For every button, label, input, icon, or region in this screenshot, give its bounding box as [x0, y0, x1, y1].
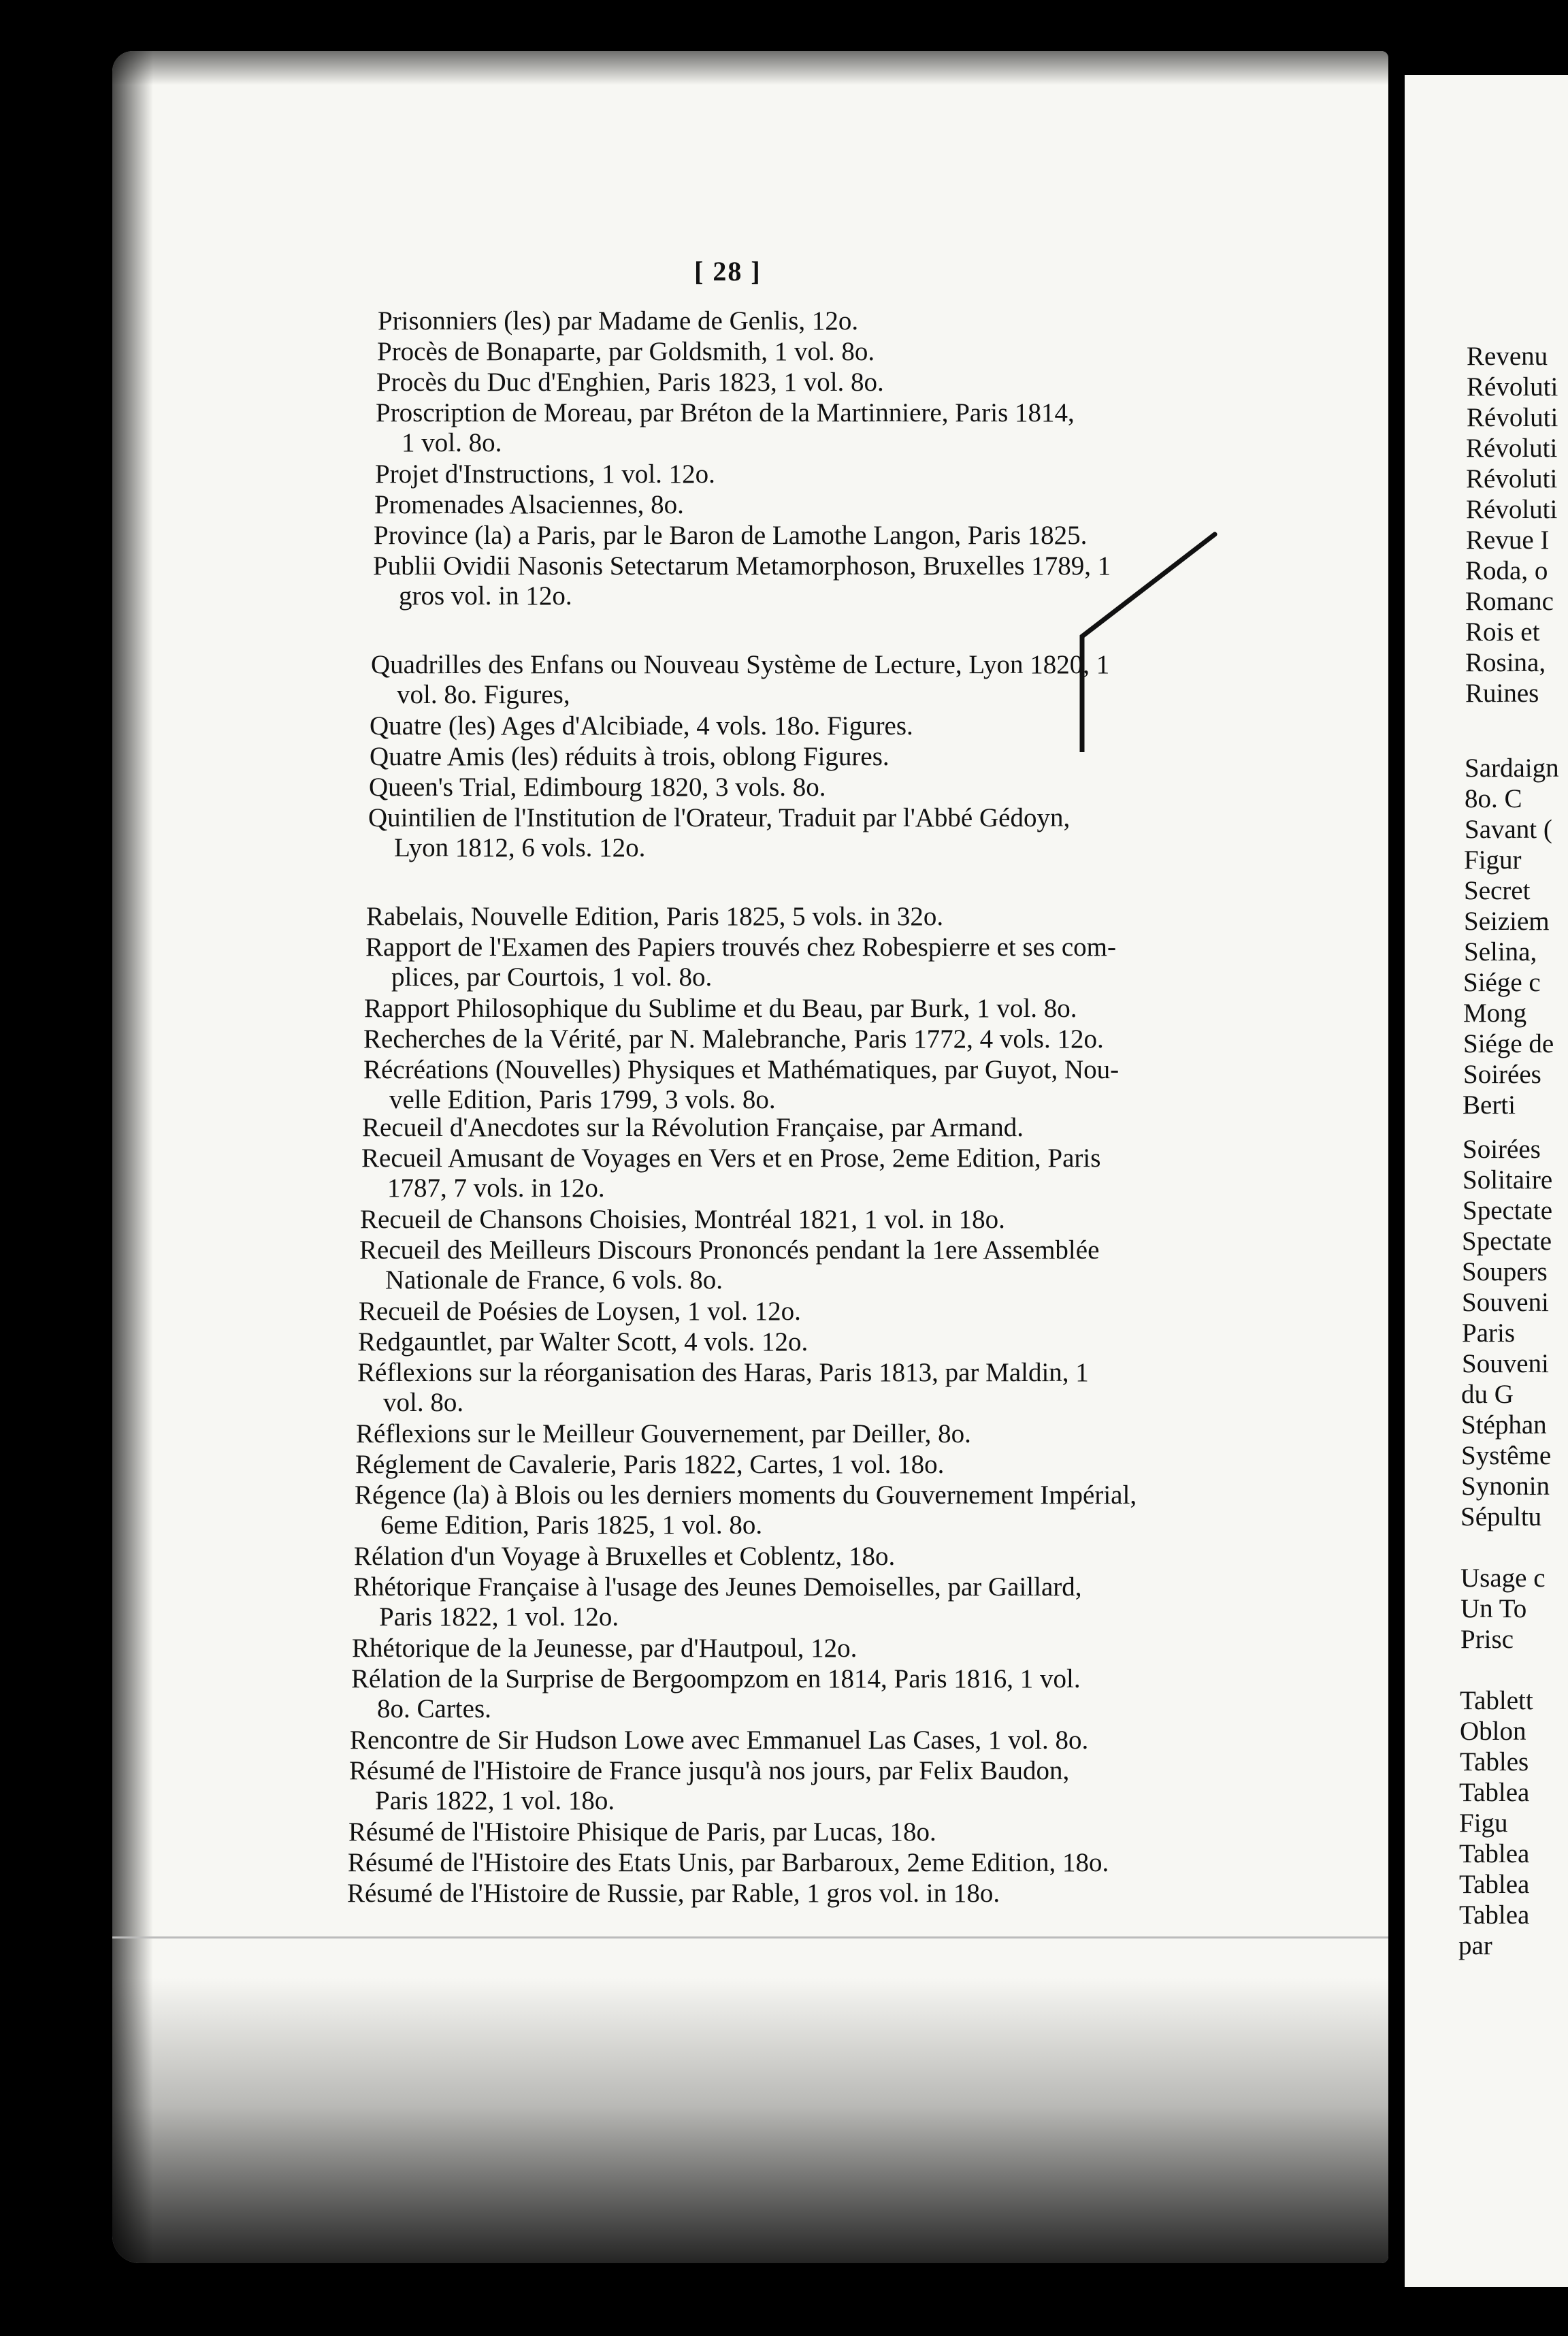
entry-line: Rélation de la Surprise de Bergoompzom en 1814, Paris 1816, 1 vol.: [351, 1664, 1081, 1693]
facing-page-entry: Berti: [1463, 1090, 1516, 1120]
entry-continuation-line: Paris 1822, 1 vol. 18o.: [375, 1786, 615, 1815]
entry-line: Réflexions sur le Meilleur Gouvernement, par Deiller, 8o.: [356, 1419, 971, 1448]
facing-page-entry: Ruines: [1465, 679, 1539, 708]
entry-line: Recueil des Meilleurs Discours Prononcés pendant la 1ere Assemblée: [359, 1235, 1100, 1265]
entry-line: Recueil d'Anecdotes sur la Révolution Française, par Armand.: [362, 1113, 1024, 1142]
facing-page-entry: Savant (: [1465, 815, 1552, 844]
catalog-entry: [355, 1480, 1137, 1540]
catalog-entry: [375, 459, 715, 489]
facing-page-entry: par: [1458, 1931, 1492, 1960]
entry-line: Résumé de l'Histoire de France jusqu'à nos jours, par Felix Baudon,: [349, 1756, 1070, 1785]
catalog-entry: [369, 773, 826, 802]
facing-page-entry: Sépultu: [1460, 1502, 1542, 1531]
pen-mark-icon: [973, 528, 1232, 752]
facing-page-entry: Révoluti: [1466, 464, 1558, 493]
facing-page-entry: Rois et: [1465, 617, 1540, 647]
facing-page-entry: Stéphan: [1461, 1410, 1547, 1440]
facing-page-entry: Tablea: [1459, 1778, 1530, 1807]
facing-page-entry: Soirées: [1463, 1060, 1541, 1089]
facing-page-entry: Spectate: [1463, 1196, 1553, 1225]
facing-page-entry: Siége de: [1463, 1029, 1554, 1058]
catalog-entry: [352, 1634, 857, 1664]
catalog-entry: [368, 803, 1070, 863]
catalog-entry: [370, 742, 889, 772]
entry-line: Rhétorique Française à l'usage des Jeunes Demoiselles, par Gaillard,: [353, 1572, 1082, 1602]
facing-page-entry: Souveni: [1462, 1288, 1549, 1317]
catalog-entry: [353, 1572, 1082, 1632]
entry-line: Redgauntlet, par Walter Scott, 4 vols. 12o.: [358, 1327, 808, 1357]
entry-line: Résumé de l'Histoire des Etats Unis, par Barbaroux, 2eme Edition, 18o.: [348, 1848, 1109, 1877]
facing-page-entry: Soirées: [1463, 1135, 1541, 1164]
entry-line: Rélation d'un Voyage à Bruxelles et Coblentz, 18o.: [354, 1542, 896, 1571]
entry-continuation-line: vol. 8o.: [383, 1388, 464, 1417]
book-gutter: [1388, 0, 1405, 2336]
entry-line: Recueil de Poésies de Loysen, 1 vol. 12o.: [359, 1297, 801, 1326]
entry-line: Publii Ovidii Nasonis Setectarum Metamorphoson, Bruxelles 1789, 1: [373, 551, 1111, 581]
facing-page-entry: Révoluti: [1466, 495, 1558, 524]
facing-page-entry: Paris: [1462, 1318, 1515, 1348]
catalog-entry: [355, 1450, 944, 1480]
entry-line: Recherches de la Vérité, par N. Malebranche, Paris 1772, 4 vols. 12o.: [363, 1024, 1104, 1054]
facing-page-entry: Tablea: [1459, 1870, 1530, 1899]
entry-line: Résumé de l'Histoire Phisique de Paris, par Lucas, 18o.: [348, 1817, 936, 1847]
entry-continuation-line: Nationale de France, 6 vols. 8o.: [385, 1265, 723, 1295]
entry-line: Résumé de l'Histoire de Russie, par Rable, 1 gros vol. in 18o.: [347, 1879, 1000, 1908]
catalog-entry: [349, 1756, 1069, 1816]
facing-page-entry: 8o. C: [1465, 784, 1522, 813]
entry-line: Rencontre de Sir Hudson Lowe avec Emmanuel Las Cases, 1 vol. 8o.: [350, 1725, 1089, 1755]
catalog-entry: [364, 994, 1077, 1024]
catalog-entry: [378, 306, 858, 336]
entry-continuation-line: Lyon 1812, 6 vols. 12o.: [394, 833, 646, 862]
entry-continuation-line: plices, par Courtois, 1 vol. 8o.: [391, 962, 713, 992]
catalog-entry: [377, 337, 875, 367]
catalog-entry: [363, 1055, 1119, 1115]
facing-page-entry: Secret: [1464, 876, 1531, 905]
catalog-entry: [362, 1113, 1024, 1143]
entry-line: Proscription de Moreau, par Bréton de la Martinniere, Paris 1814,: [376, 398, 1075, 427]
facing-page-entry: Revue I: [1466, 525, 1550, 555]
facing-page-entry: Tablea: [1459, 1839, 1530, 1868]
catalog-entry: [374, 490, 684, 520]
facing-page-entry: Selina,: [1464, 937, 1537, 967]
facing-page-entry: Souveni: [1462, 1349, 1549, 1378]
entry-line: Réflexions sur la réorganisation des Haras, Paris 1813, par Maldin, 1: [357, 1358, 1089, 1387]
entry-line: Procès du Duc d'Enghien, Paris 1823, 1 vol. 8o.: [376, 368, 884, 397]
page-shadow-top: [112, 51, 1388, 85]
facing-page-entry: Synonin: [1461, 1472, 1550, 1501]
page-shadow-left: [112, 51, 153, 2263]
facing-page-entry: du G: [1461, 1380, 1514, 1409]
catalog-entry: [348, 1848, 1109, 1878]
catalog-entry: [376, 368, 884, 398]
facing-page-entry: Figu: [1459, 1808, 1508, 1838]
catalog-entry: [348, 1817, 936, 1847]
facing-page-entry: Spectate: [1462, 1227, 1552, 1256]
facing-page-entry: Revenu: [1467, 342, 1548, 371]
catalog-entry: [350, 1725, 1088, 1755]
catalog-entry: [365, 932, 1116, 992]
catalog-entry: [354, 1542, 895, 1572]
catalog-entry: [358, 1327, 808, 1357]
entry-line: Projet d'Instructions, 1 vol. 12o.: [375, 459, 715, 489]
entry-continuation-line: vol. 8o. Figures,: [397, 680, 570, 709]
entry-line: Réglement de Cavalerie, Paris 1822, Cartes, 1 vol. 18o.: [355, 1450, 945, 1479]
facing-page-entry: Tables: [1460, 1747, 1529, 1777]
catalog-entry: [357, 1358, 1089, 1418]
catalog-entry: [376, 398, 1075, 458]
entry-continuation-line: 1 vol. 8o.: [402, 428, 502, 457]
page-number: [ 28 ]: [694, 256, 762, 287]
facing-page-entry: Solitaire: [1463, 1165, 1553, 1195]
page-shadow-bottom: [112, 1977, 1388, 2263]
catalog-entry: [359, 1235, 1099, 1295]
facing-page-entry: Un To: [1460, 1594, 1527, 1623]
entry-continuation-line: Paris 1822, 1 vol. 12o.: [379, 1602, 619, 1632]
facing-page-entry: Soupers: [1462, 1257, 1548, 1286]
entry-line: Queen's Trial, Edimbourg 1820, 3 vols. 8o.: [369, 773, 826, 802]
entry-line: Régence (la) à Blois ou les derniers moments du Gouvernement Impérial,: [355, 1480, 1137, 1510]
entry-continuation-line: 6eme Edition, Paris 1825, 1 vol. 8o.: [380, 1510, 763, 1540]
entry-continuation-line: velle Edition, Paris 1799, 3 vols. 8o.: [389, 1085, 776, 1114]
entry-continuation-line: 1787, 7 vols. in 12o.: [387, 1173, 605, 1203]
facing-page-entry: Mong: [1463, 999, 1527, 1028]
facing-page-entry: Prisc: [1460, 1625, 1514, 1654]
catalog-entry: [351, 1664, 1081, 1724]
catalog-entry: [347, 1879, 1000, 1909]
catalog-entry: [356, 1419, 971, 1449]
entry-line: Rapport Philosophique du Sublime et du Beau, par Burk, 1 vol. 8o.: [364, 994, 1077, 1023]
facing-page-entry: Roda, o: [1465, 556, 1548, 585]
facing-page-entry: Romanc: [1465, 587, 1554, 616]
facing-page-entry: Sardaign: [1465, 753, 1559, 783]
catalog-entry: [363, 1024, 1104, 1054]
entry-line: Recueil Amusant de Voyages en Vers et en Prose, 2eme Edition, Paris: [361, 1143, 1101, 1173]
catalog-entry: [366, 902, 943, 932]
entry-line: Quatre (les) Ages d'Alcibiade, 4 vols. 18o. Figures.: [370, 711, 913, 741]
facing-page-entry: Usage c: [1460, 1563, 1546, 1593]
facing-page-entry: Révoluti: [1467, 403, 1558, 432]
entry-line: Promenades Alsaciennes, 8o.: [374, 490, 684, 519]
entry-line: Quadrilles des Enfans ou Nouveau Système de Lecture, Lyon 1820, 1: [371, 650, 1110, 679]
facing-page-entry: Tablea: [1459, 1900, 1530, 1930]
catalog-entry: [370, 711, 913, 741]
catalog-entry: [361, 1143, 1100, 1203]
facing-page-entry: Figur: [1464, 845, 1522, 875]
facing-page-entry: Oblon: [1460, 1717, 1526, 1746]
entry-line: Quatre Amis (les) réduits à trois, oblong Figures.: [370, 742, 889, 771]
facing-page-entry: Seiziem: [1464, 907, 1550, 936]
entry-line: Prisonniers (les) par Madame de Genlis, 12o.: [378, 306, 859, 336]
catalog-entry: [359, 1297, 801, 1327]
entry-line: Rapport de l'Examen des Papiers trouvés chez Robespierre et ses com-: [365, 932, 1117, 962]
facing-page-entry: Rosina,: [1465, 648, 1546, 677]
facing-page-entry: Révoluti: [1466, 434, 1558, 463]
entry-line: Procès de Bonaparte, par Goldsmith, 1 vol. 8o.: [377, 337, 875, 366]
entry-continuation-line: gros vol. in 12o.: [399, 581, 572, 611]
entry-line: Rabelais, Nouvelle Edition, Paris 1825, 5 vols. in 32o.: [366, 902, 944, 931]
facing-page-entry: Révoluti: [1467, 372, 1558, 402]
entry-line: Quintilien de l'Institution de l'Orateur, Traduit par l'Abbé Gédoyn,: [368, 803, 1071, 832]
page-fold-line: [112, 1936, 1388, 1938]
catalog-entry: [360, 1205, 1005, 1235]
entry-line: Province (la) a Paris, par le Baron de Lamothe Langon, Paris 1825.: [374, 521, 1088, 550]
entry-line: Recueil de Chansons Choisies, Montréal 1821, 1 vol. in 18o.: [360, 1205, 1005, 1234]
entry-line: Récréations (Nouvelles) Physiques et Mathématiques, par Guyot, Nou-: [363, 1055, 1120, 1084]
entry-continuation-line: 8o. Cartes.: [377, 1694, 491, 1723]
entry-line: Rhétorique de la Jeunesse, par d'Hautpoul, 12o.: [352, 1634, 858, 1663]
facing-page-entry: Tablett: [1460, 1686, 1533, 1715]
facing-page-entry: Systême: [1461, 1441, 1552, 1470]
facing-page-entry: Siége c: [1463, 968, 1541, 997]
